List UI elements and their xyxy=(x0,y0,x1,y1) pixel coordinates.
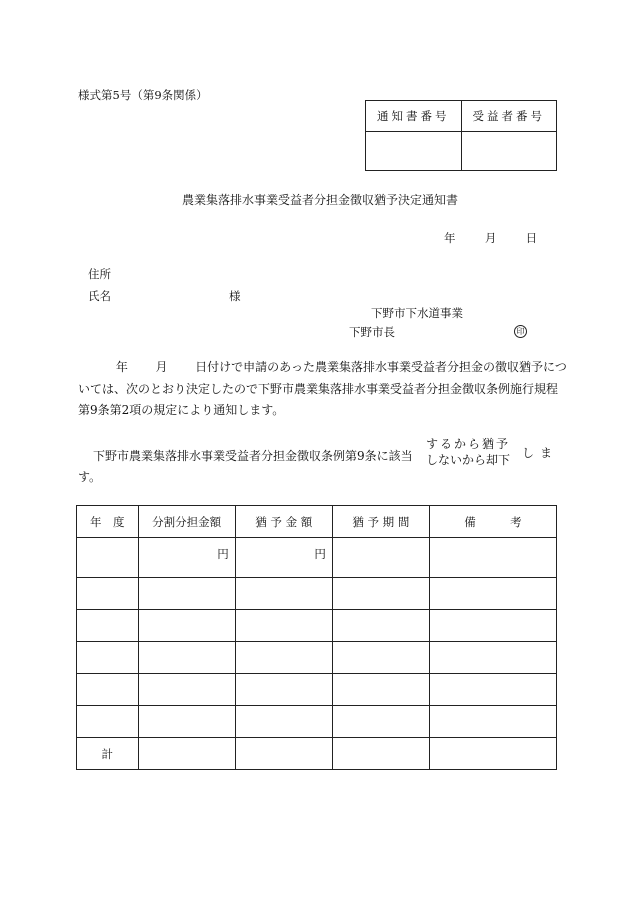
table-cell[interactable] xyxy=(77,610,139,642)
name-suffix: 様 xyxy=(229,289,241,303)
table-row xyxy=(77,538,557,578)
header-deferral-period: 猶 予 期 間 xyxy=(332,506,429,538)
date-line xyxy=(444,230,537,246)
table-row xyxy=(77,706,557,738)
table-cell[interactable] xyxy=(77,538,139,578)
table-cell[interactable] xyxy=(332,738,429,770)
body-line-1 xyxy=(78,358,567,375)
document-title: 農業集落排水事業受益者分担金徴収猶予決定通知書 xyxy=(182,193,459,207)
table-cell[interactable] xyxy=(138,610,235,642)
body-line-2: いては、次のとおり決定したので下野市農業集落排水事業受益者分担金徴収条例施行規程 xyxy=(78,382,559,396)
date-year: 年 xyxy=(444,231,456,245)
issuer-org: 下野市下水道事業 xyxy=(371,306,463,320)
body-line-3: 第9条第2項の規定により通知します。 xyxy=(78,403,285,417)
decision-prefix: 下野市農業集落排水事業受益者分担金徴収条例第9条に該当 xyxy=(93,449,413,463)
table-cell[interactable] xyxy=(332,538,429,578)
notice-number-table xyxy=(365,100,557,171)
table-row xyxy=(77,610,557,642)
table-row xyxy=(77,578,557,610)
table-cell[interactable] xyxy=(332,642,429,674)
table-cell[interactable] xyxy=(429,738,556,770)
table-cell[interactable]: 円 xyxy=(235,538,332,578)
table-cell[interactable] xyxy=(429,642,556,674)
table-cell[interactable] xyxy=(332,610,429,642)
table-cell[interactable] xyxy=(77,642,139,674)
body-month: 月 xyxy=(155,360,168,374)
table-cell[interactable] xyxy=(332,674,429,706)
table-cell[interactable] xyxy=(138,578,235,610)
decision-suffix-1: しま xyxy=(522,446,559,460)
table-cell[interactable] xyxy=(429,706,556,738)
table-cell[interactable]: 円 xyxy=(138,538,235,578)
total-label: 計 xyxy=(77,738,139,770)
table-cell[interactable] xyxy=(332,706,429,738)
body-year: 年 xyxy=(115,360,128,374)
beneficiary-number-header: 受益者番号 xyxy=(461,101,557,132)
table-row xyxy=(77,642,557,674)
deferral-table xyxy=(76,505,557,770)
total-row xyxy=(77,738,557,770)
table-cell[interactable] xyxy=(235,674,332,706)
table-cell[interactable] xyxy=(332,578,429,610)
table-cell[interactable] xyxy=(77,674,139,706)
date-day: 日 xyxy=(525,231,538,245)
issuer-title: 下野市長 xyxy=(349,325,395,339)
table-cell[interactable] xyxy=(235,706,332,738)
address-label: 住所 xyxy=(88,267,111,281)
table-cell[interactable] xyxy=(77,706,139,738)
name-label: 氏名 xyxy=(88,289,111,303)
decision-option-approve: するから猶予 xyxy=(426,437,511,451)
table-cell[interactable] xyxy=(235,578,332,610)
seal-mark xyxy=(514,323,527,338)
table-cell[interactable] xyxy=(138,706,235,738)
seal-icon: 印 xyxy=(514,325,527,338)
table-cell[interactable] xyxy=(235,738,332,770)
table-row xyxy=(77,674,557,706)
table-cell[interactable] xyxy=(235,610,332,642)
table-cell[interactable] xyxy=(429,538,556,578)
notice-number-value[interactable] xyxy=(366,132,462,171)
table-cell[interactable] xyxy=(429,578,556,610)
table-cell[interactable] xyxy=(77,578,139,610)
table-cell[interactable] xyxy=(138,642,235,674)
table-cell[interactable] xyxy=(429,610,556,642)
body-line1-text: 日付けで申請のあった農業集落排水事業受益者分担金の徴収猶予につ xyxy=(195,360,567,374)
header-installment-amount: 分割分担金額 xyxy=(138,506,235,538)
form-number: 様式第5号（第9条関係） xyxy=(78,88,208,102)
header-deferral-amount: 猶 予 金 額 xyxy=(235,506,332,538)
table-cell[interactable] xyxy=(138,674,235,706)
decision-option-reject: しないから却下 xyxy=(426,453,511,467)
table-cell[interactable] xyxy=(429,674,556,706)
beneficiary-number-value[interactable] xyxy=(461,132,557,171)
decision-suffix-2: す。 xyxy=(78,470,102,484)
header-remarks: 備 考 xyxy=(429,506,556,538)
header-fiscal-year: 年 度 xyxy=(77,506,139,538)
notice-number-header: 通知書番号 xyxy=(366,101,462,132)
table-cell[interactable] xyxy=(138,738,235,770)
table-cell[interactable] xyxy=(235,642,332,674)
date-month: 月 xyxy=(484,231,497,245)
